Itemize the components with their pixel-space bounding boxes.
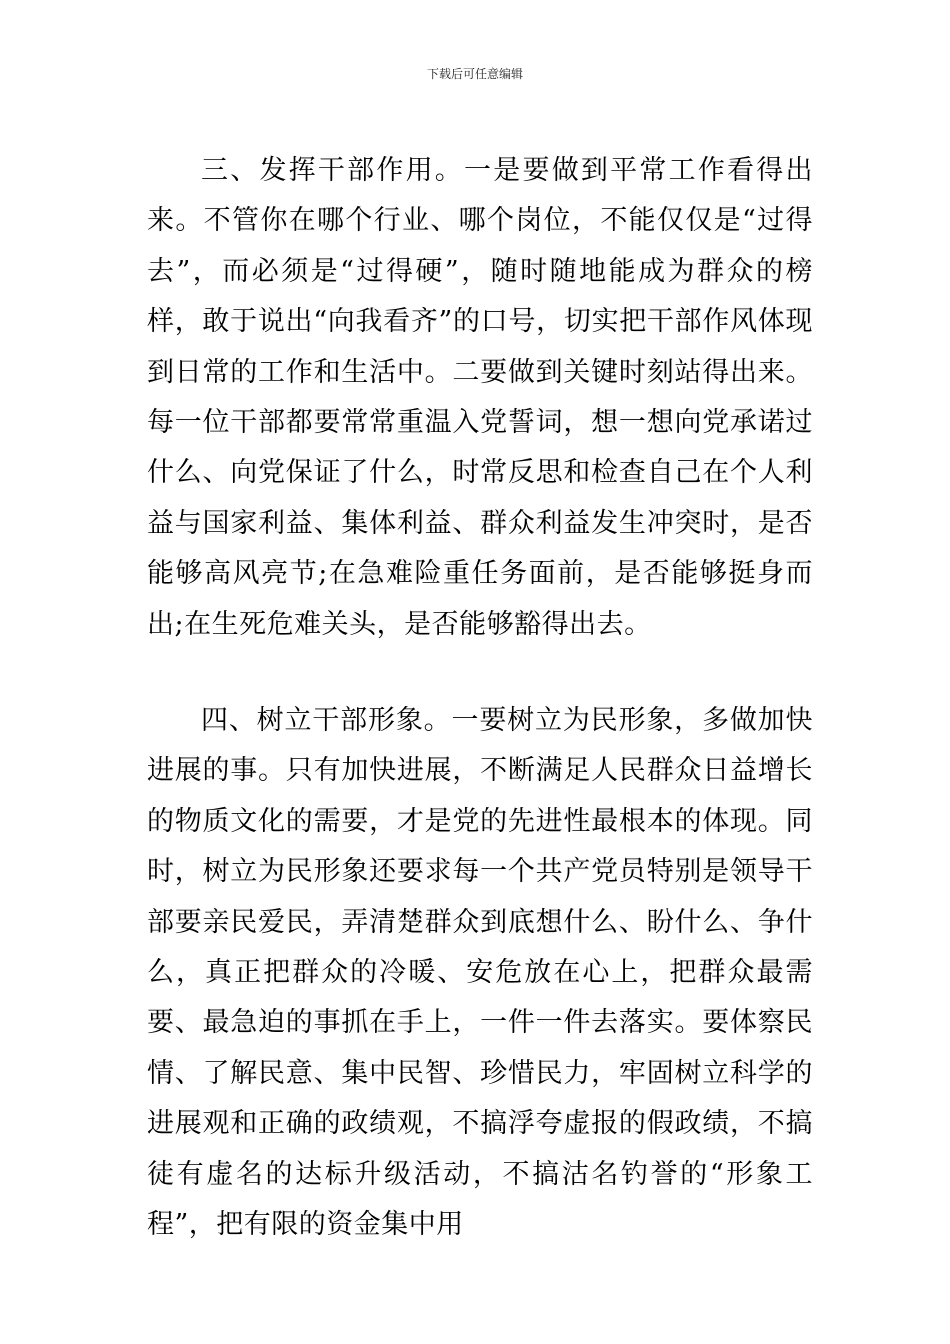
paragraph-section-3: 三、发挥干部作用。一是要做到平常工作看得出来。不管你在哪个行业、哪个岗位，不能仅仅是“过得去”，而必须是“过得硬”，随时随地能成为群众的榜样，敢于说出“向我看齐”的口号，切实把干部作风体现到日常的工作和生活中。二要做到关键时刻站得出来。每一位干部都要常常重温入党誓词，想一想向党承诺过什么、向党保证了什么，时常反思和检查自己在个人利益与国家利益、集体利益、群众利益发生冲突时，是否能够高风亮节;在急难险重任务面前，是否能够挺身而出;在生死危难关头，是否能够豁得出去。	[147, 155, 813, 640]
page-header: 下载后可任意编辑	[426, 67, 523, 81]
paragraph-section-4: 四、树立干部形象。一要树立为民形象，多做加快进展的事。只有加快进展，不断满足人民群众日益增长的物质文化的需要，才是党的先进性最根本的体现。同时，树立为民形象还要求每一个共产党员特别是领导干部要亲民爱民，弄清楚群众到底想什么、盼什么、争什么，真正把群众的冷暖、安危放在心上，把群众最需要、最急迫的事抓在手上，一件一件去落实。要体察民情、了解民意、集中民智、珍惜民力，牢固树立科学的进展观和正确的政绩观，不搞浮夸虚报的假政绩，不搞徒有虚名的达标升级活动，不搞沽名钓誉的“形象工程”，把有限的资金集中用	[147, 705, 813, 1241]
